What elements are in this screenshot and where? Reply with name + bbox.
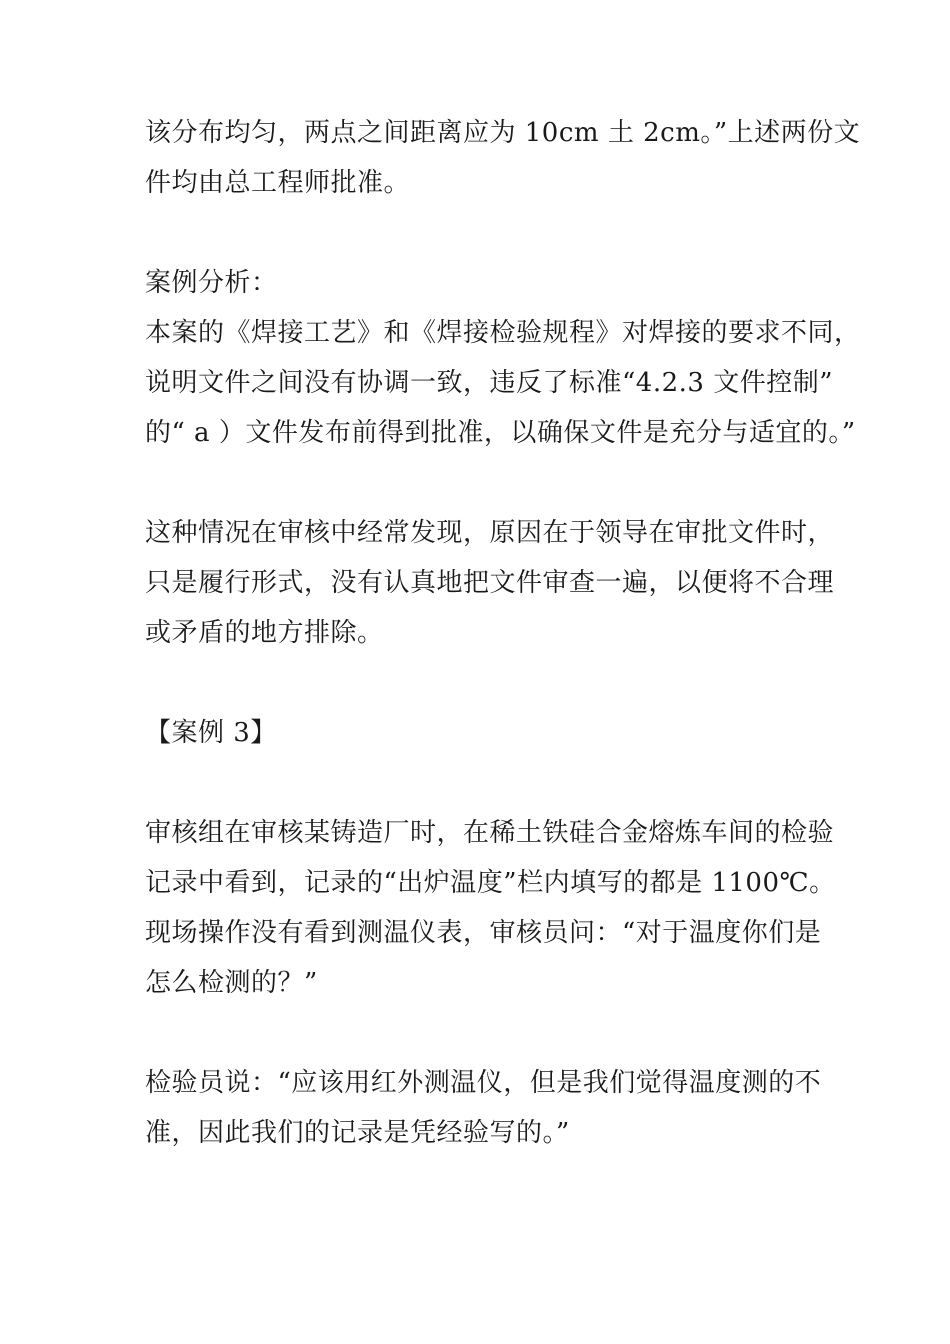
text-line: 检验员说：“应该用红外测温仪，但是我们觉得温度测的不 bbox=[145, 1068, 822, 1098]
text-line: 这种情况在审核中经常发现，原因在于领导在审批文件时， bbox=[145, 518, 835, 548]
text-line: 件均由总工程师批准。 bbox=[145, 168, 411, 198]
text-line: 该分布均匀，两点之间距离应为 10cm 土 2cm。”上述两份文 bbox=[145, 118, 861, 148]
case-heading: 【案例 3】 bbox=[145, 718, 277, 748]
text-line: 或矛盾的地方排除。 bbox=[145, 618, 384, 648]
text-line: 准，因此我们的记录是凭经验写的。” bbox=[145, 1118, 570, 1148]
text-line: 本案的《焊接工艺》和《焊接检验规程》对焊接的要求不同， bbox=[145, 318, 861, 348]
text-line: 审核组在审核某铸造厂时，在稀土铁硅合金熔炼车间的检验 bbox=[145, 818, 835, 848]
text-line: 只是履行形式，没有认真地把文件审查一遍，以便将不合理 bbox=[145, 568, 835, 598]
text-line: 现场操作没有看到测温仪表，审核员问：“对于温度你们是 bbox=[145, 918, 822, 948]
text-line: 的“ a ）文件发布前得到批准，以确保文件是充分与适宜的。” bbox=[145, 418, 856, 448]
text-line: 记录中看到，记录的“出炉温度”栏内填写的都是 1100℃。 bbox=[145, 868, 836, 898]
text-line: 怎么检测的？” bbox=[145, 968, 318, 998]
text-line: 说明文件之间没有协调一致，违反了标准“4.2.3 文件控制” bbox=[145, 368, 834, 398]
section-heading: 案例分析： bbox=[145, 268, 278, 298]
